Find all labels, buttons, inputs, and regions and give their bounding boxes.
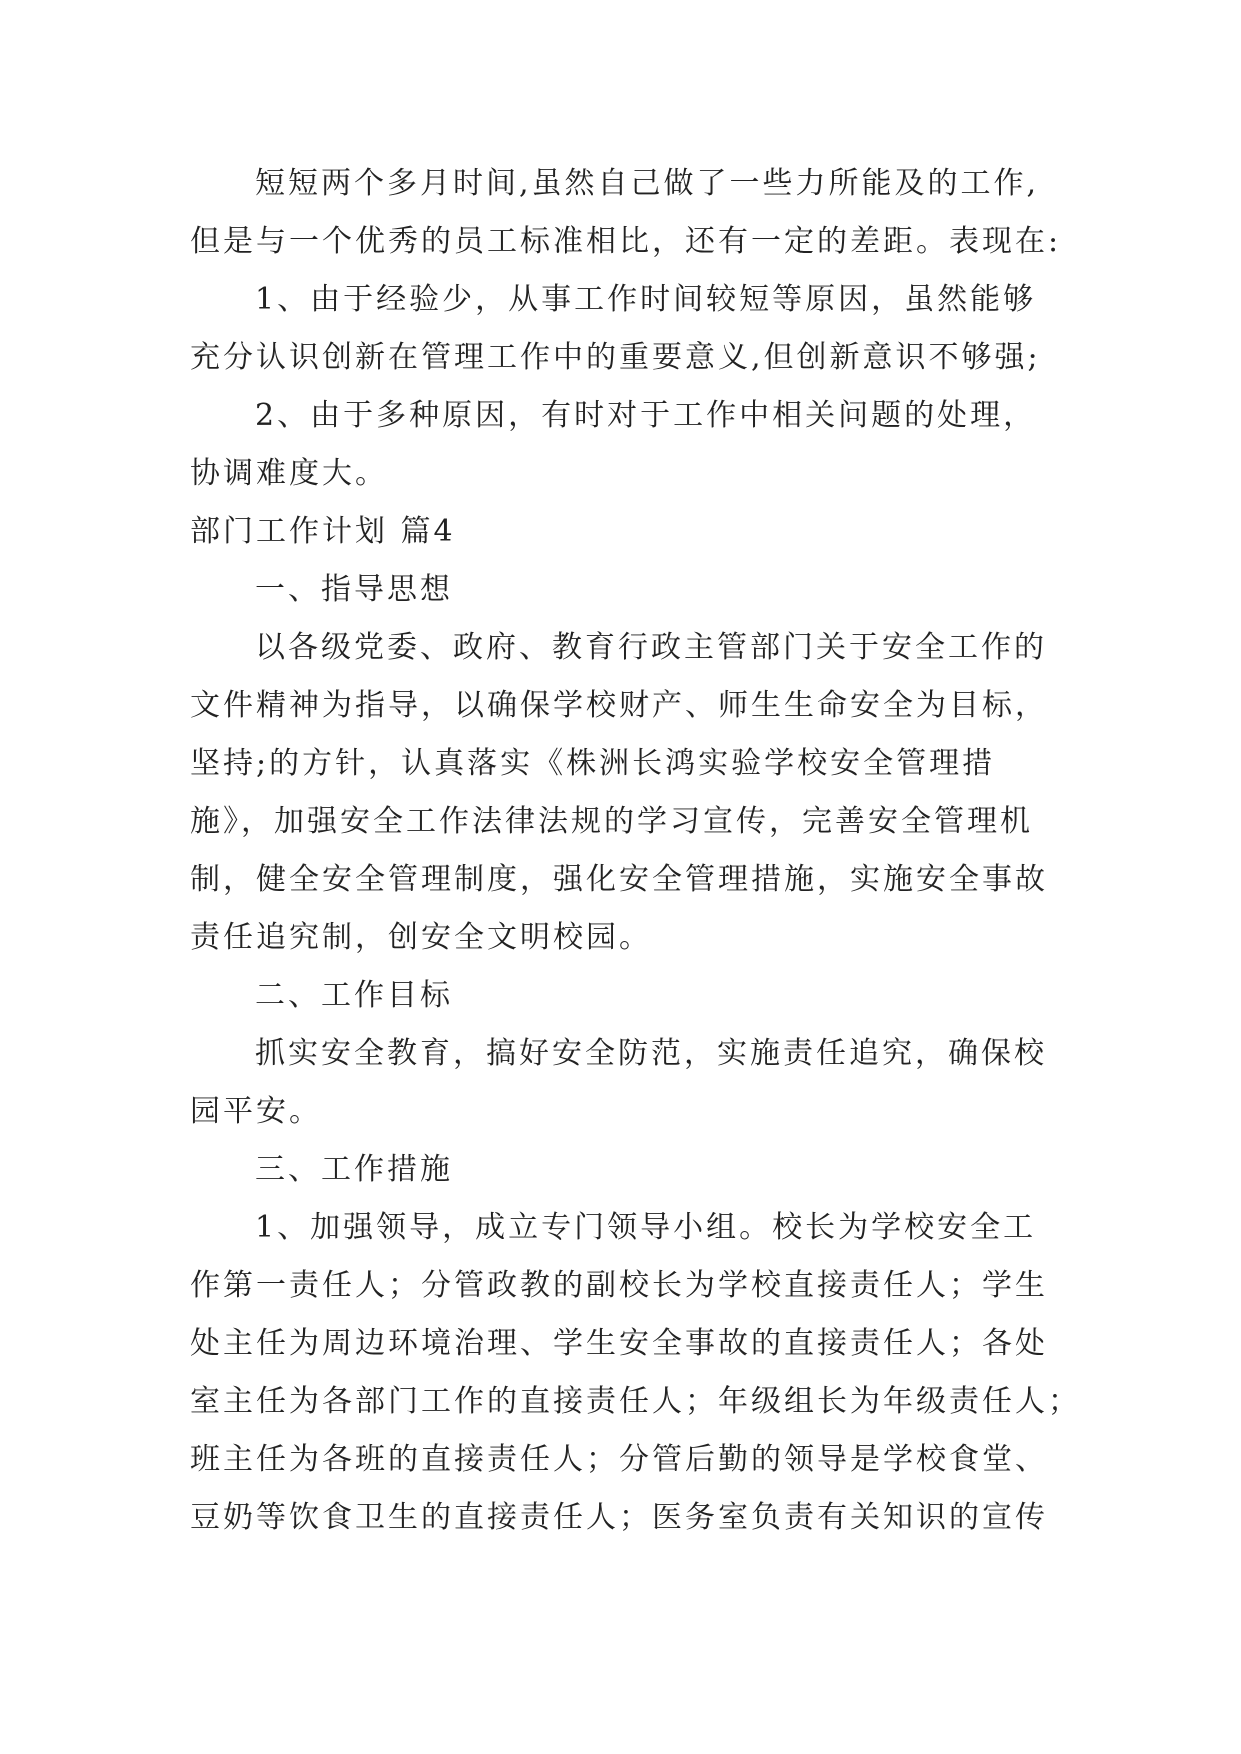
paragraph-line: 1、加强领导，成立专门领导小组。校长为学校安全工 — [255, 1210, 1037, 1245]
paragraph-line: 豆奶等饮食卫生的直接责任人；医务室负责有关知识的宣传 — [190, 1500, 1048, 1535]
subsection-heading: 一、指导思想 — [255, 572, 453, 607]
paragraph-line: 班主任为各班的直接责任人；分管后勤的领导是学校食堂、 — [190, 1442, 1048, 1477]
subsection-heading: 三、工作措施 — [255, 1152, 453, 1187]
paragraph-line: 责任追究制，创安全文明校园。 — [190, 920, 652, 955]
paragraph-line: 抓实安全教育，搞好安全防范，实施责任追究，确保校 — [255, 1036, 1047, 1071]
paragraph-line: 作第一责任人；分管政教的副校长为学校直接责任人；学生 — [190, 1268, 1048, 1303]
paragraph-line: 室主任为各部门工作的直接责任人；年级组长为年级责任人； — [190, 1384, 1081, 1419]
list-item-line: 充分认识创新在管理工作中的重要意义,但创新意识不够强; — [190, 340, 1041, 375]
list-item-line: 2、由于多种原因，有时对于工作中相关问题的处理， — [255, 398, 1037, 433]
paragraph-line: 但是与一个优秀的员工标准相比，还有一定的差距。表现在: — [190, 224, 1062, 259]
paragraph-line: 短短两个多月时间,虽然自己做了一些力所能及的工作, — [255, 166, 1040, 201]
paragraph-line: 坚持;的方针，认真落实《株洲长鸿实验学校安全管理措 — [190, 746, 996, 781]
paragraph-line: 文件精神为指导，以确保学校财产、师生生命安全为目标， — [190, 688, 1048, 723]
section-heading: 部门工作计划 篇4 — [190, 514, 456, 549]
paragraph-line: 处主任为周边环境治理、学生安全事故的直接责任人；各处 — [190, 1326, 1048, 1361]
paragraph-line: 园平安。 — [190, 1094, 322, 1129]
paragraph-line: 制，健全安全管理制度，强化安全管理措施，实施安全事故 — [190, 862, 1048, 897]
subsection-heading: 二、工作目标 — [255, 978, 453, 1013]
list-item-line: 协调难度大。 — [190, 456, 388, 491]
paragraph-line: 施》，加强安全工作法律法规的学习宣传，完善安全管理机 — [190, 804, 1033, 839]
list-item-line: 1、由于经验少，从事工作时间较短等原因，虽然能够 — [255, 282, 1037, 317]
paragraph-line: 以各级党委、政府、教育行政主管部门关于安全工作的 — [255, 630, 1047, 665]
